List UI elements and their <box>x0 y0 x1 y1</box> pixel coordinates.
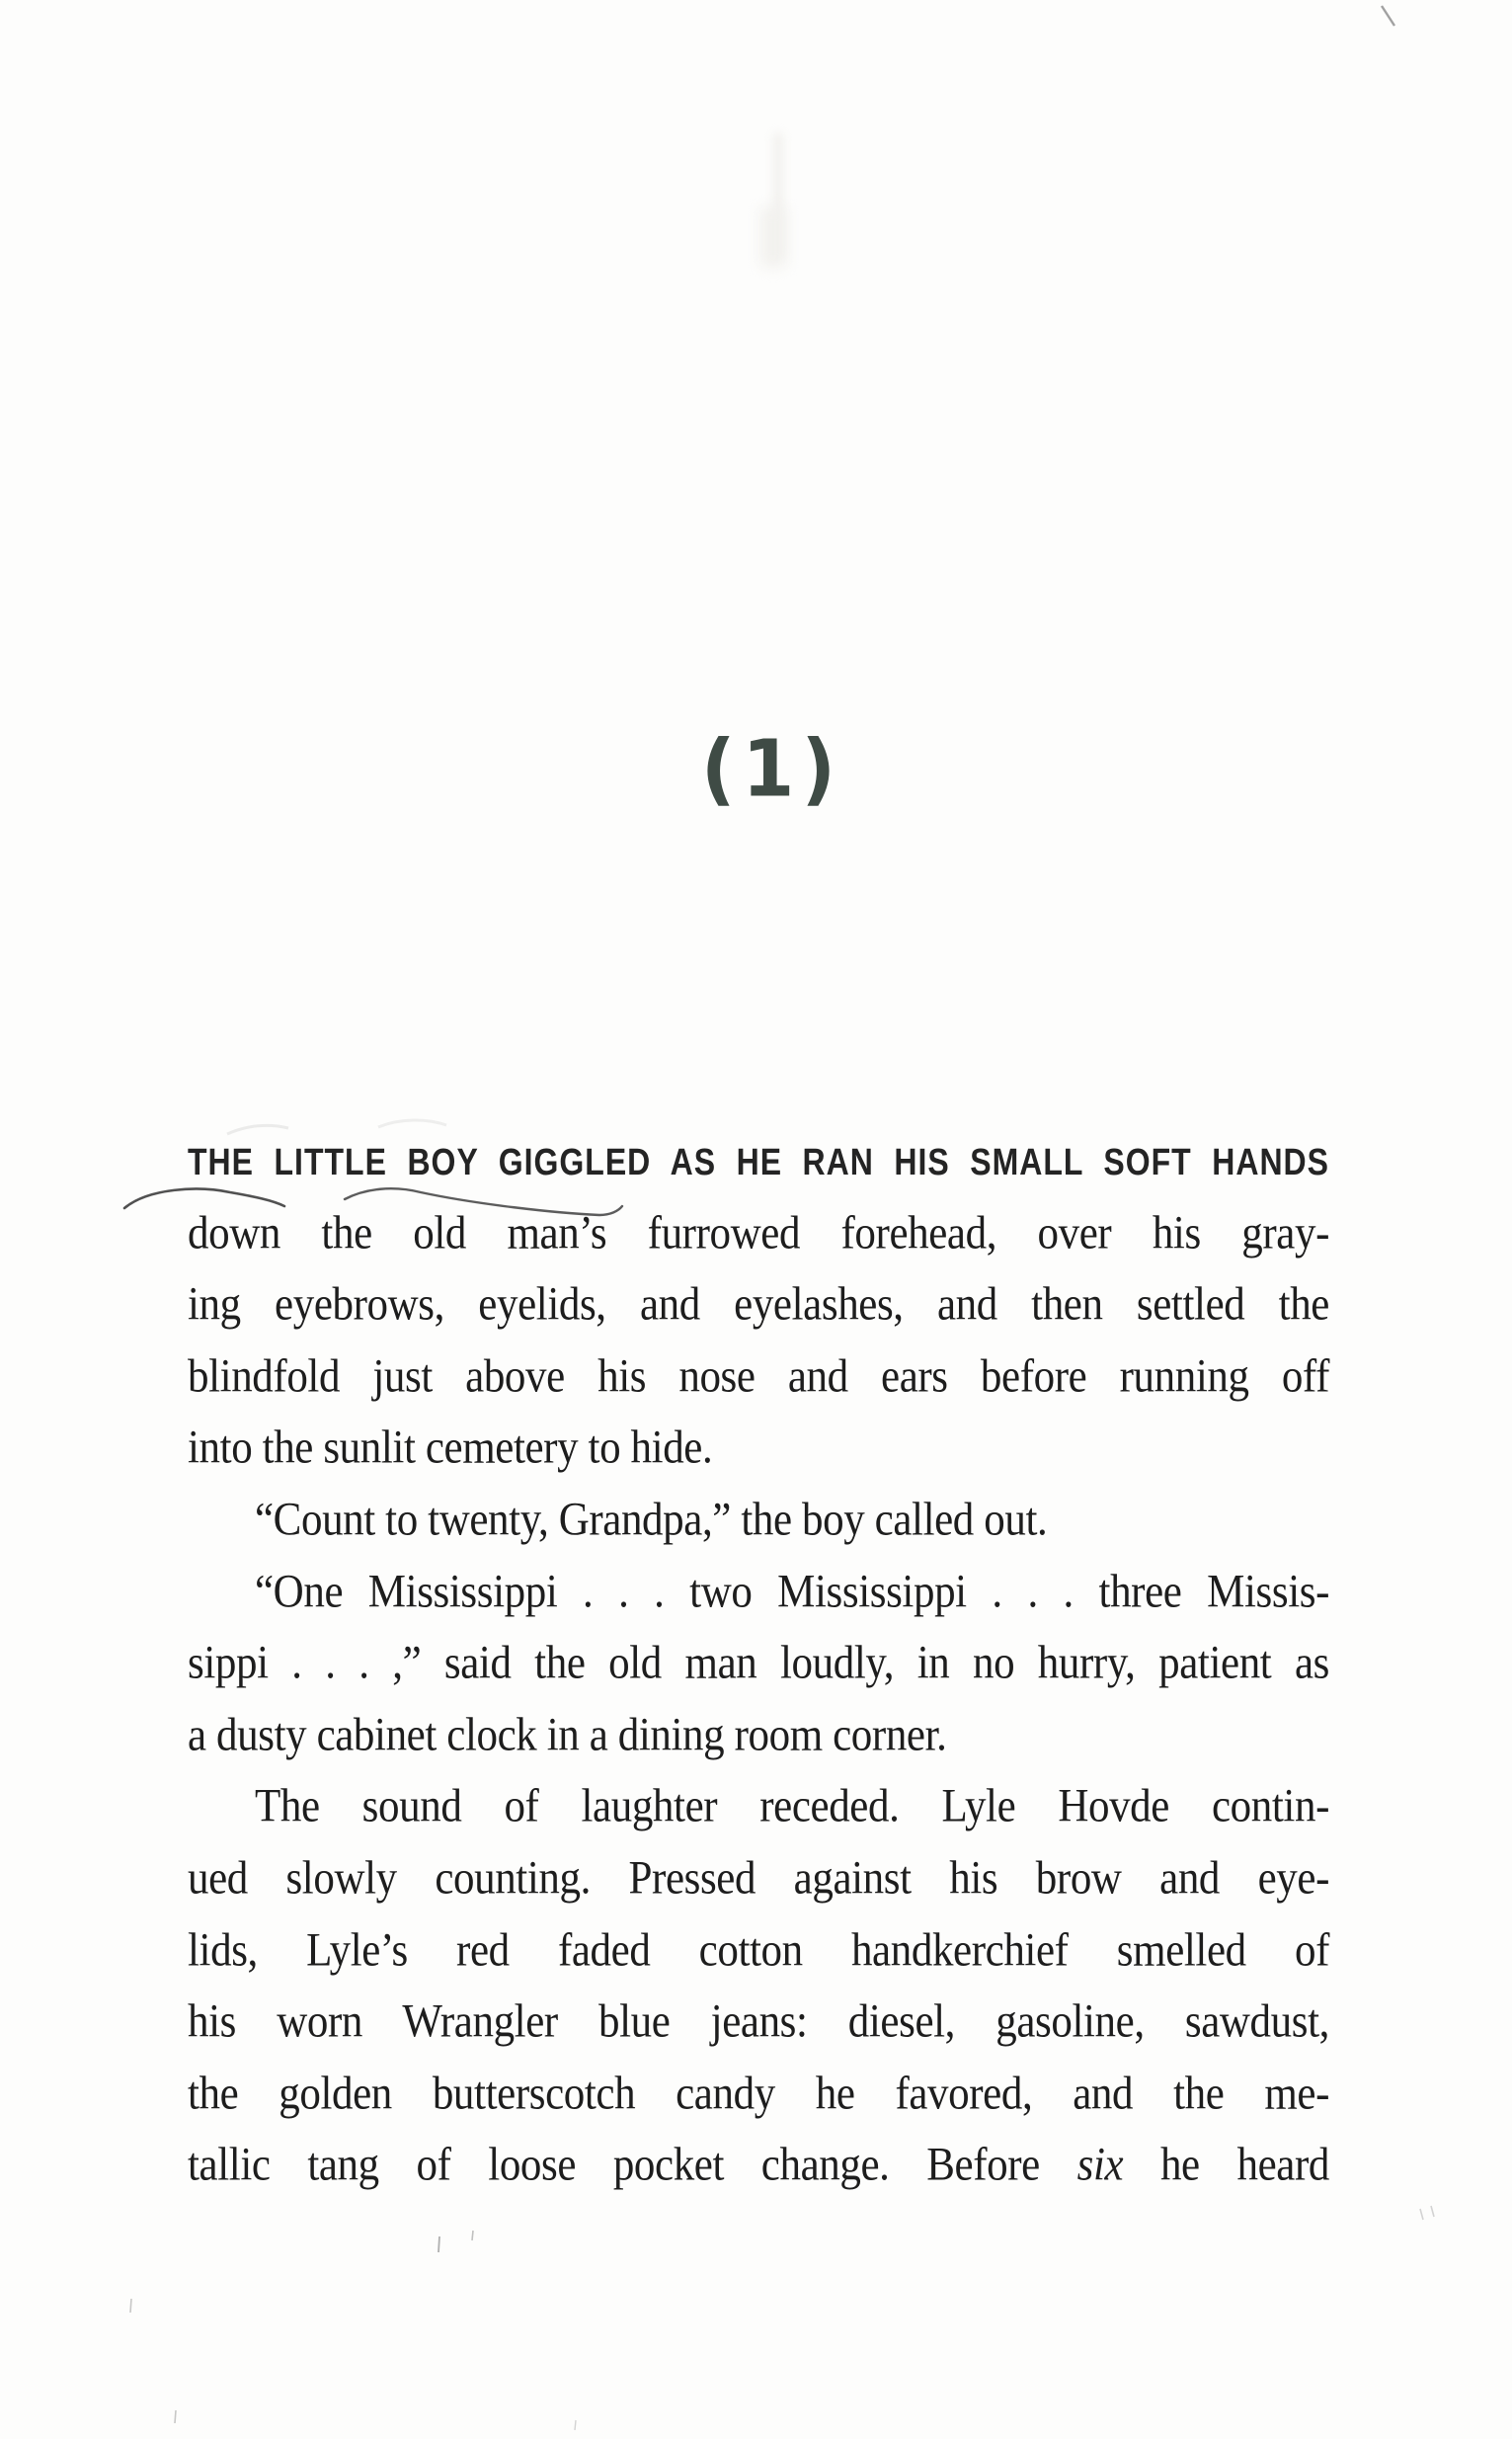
body-line: ued slowly counting. Pressed against his brow and eye- <box>188 1852 1329 1905</box>
body-line: the golden butterscotch candy he favored, and the me- <box>188 2068 1329 2119</box>
body-line: lids, Lyle’s red faded cotton handkerchief smelled of <box>188 1924 1329 1976</box>
body-line: blindfold just above his nose and ears before running off <box>188 1350 1329 1403</box>
body-line-text: tallic tang of loose pocket change. Before <box>188 2139 1077 2191</box>
dust-speck <box>575 2420 576 2430</box>
body-line-last <box>188 2127 1329 2206</box>
body-line: “Count to twenty, Grandpa,” the boy called out. <box>255 1494 1048 1546</box>
body-text-block <box>188 1126 1329 2202</box>
body-line: into the sunlit cemetery to hide. <box>188 1422 713 1474</box>
dust-speck <box>438 2236 439 2252</box>
scan-smudge-artifact <box>760 207 786 267</box>
dust-speck <box>1420 2206 1434 2220</box>
dust-speck <box>130 2299 131 2313</box>
chapter-number: (1) <box>700 721 843 815</box>
body-line: sippi . . . ,” said the old man loudly, in no hurry, patient as <box>188 1637 1329 1689</box>
dust-speck <box>472 2231 473 2240</box>
body-line: “One Mississippi . . . two Mississippi . . . three Missis- <box>255 1566 1329 1617</box>
body-line: ing eyebrows, eyelids, and eyelashes, and then settled the <box>188 1278 1329 1331</box>
lead-in-line: THE LITTLE BOY GIGGLED AS HE RAN HIS SMALL SOFT HANDS <box>188 1140 1329 1183</box>
italic-word: six <box>1076 2139 1124 2191</box>
body-line: The sound of laughter receded. Lyle Hovde contin- <box>255 1780 1329 1832</box>
body-line: his worn Wrangler blue jeans: diesel, gasoline, sawdust, <box>188 1995 1329 2048</box>
body-line-text: he heard <box>1123 2139 1329 2191</box>
body-line: a dusty cabinet clock in a dining room corner. <box>188 1709 947 1761</box>
dust-speck <box>175 2410 176 2423</box>
body-line: down the old man’s furrowed forehead, over his gray- <box>188 1207 1329 1259</box>
corner-tick-mark <box>1382 6 1394 26</box>
